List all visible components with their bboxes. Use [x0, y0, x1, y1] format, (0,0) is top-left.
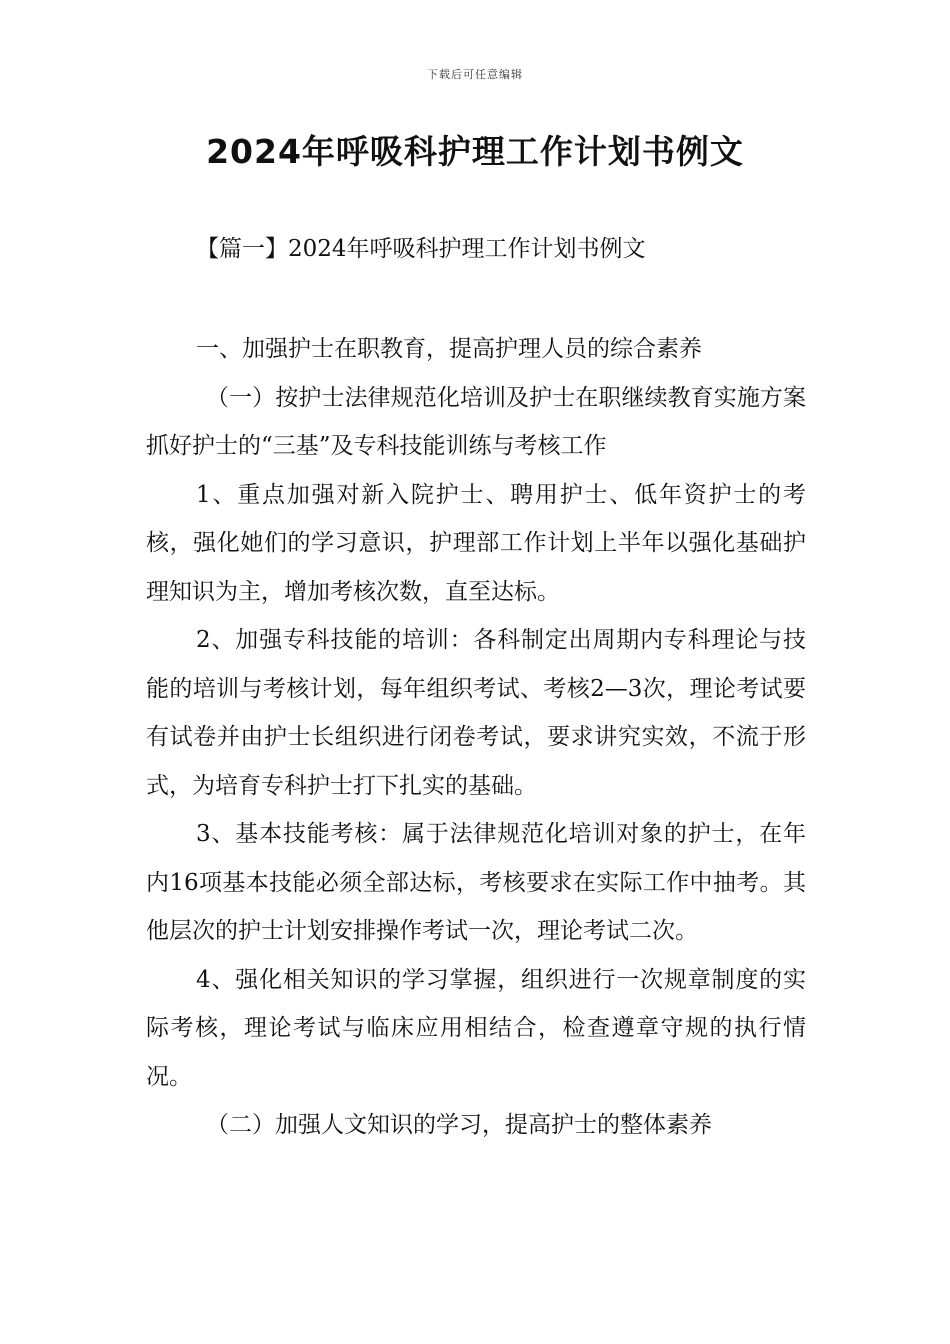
subheading-paragraph-1: （一）按护士法律规范化培训及护士在职继续教育实施方案抓好护士的“三基”及专科技能训练与考核工作: [146, 384, 806, 459]
body-paragraph-2: 2、加强专科技能的培训：各科制定出周期内专科理论与技能的培训与考核计划，每年组织考试、考核2—3次，理论考试要有试卷并由护士长组织进行闭卷考试，要求讲究实效，不流于形式，为培育专科护士打下扎实的基础。: [146, 627, 806, 799]
body-paragraph-3: 3、基本技能考核：属于法律规范化培训对象的护士，在年内16项基本技能必须全部达标，考核要求在实际工作中抽考。其他层次的护士计划安排操作考试一次，理论考试二次。: [146, 821, 806, 944]
section-subtitle: 【篇一】2024年呼吸科护理工作计划书例文: [196, 236, 646, 262]
document-title: 2024年呼吸科护理工作计划书例文: [206, 132, 744, 171]
body-paragraph-1: 1、重点加强对新入院护士、聘用护士、低年资护士的考核，强化她们的学习意识，护理部工作计划上半年以强化基础护理知识为主，增加考核次数，直至达标。: [146, 481, 806, 605]
heading-paragraph-1: 一、加强护士在职教育，提高护理人员的综合素养: [196, 336, 702, 362]
subheading-paragraph-2: （二）加强人文知识的学习，提高护士的整体素养: [206, 1112, 712, 1138]
body-paragraph-4: 4、强化相关知识的学习掌握，组织进行一次规章制度的实际考核，理论考试与临床应用相结合，检查遵章守规的执行情况。: [146, 966, 806, 1090]
document-body: [146, 325, 806, 1150]
page-header-note: 下载后可任意编辑: [427, 68, 523, 81]
